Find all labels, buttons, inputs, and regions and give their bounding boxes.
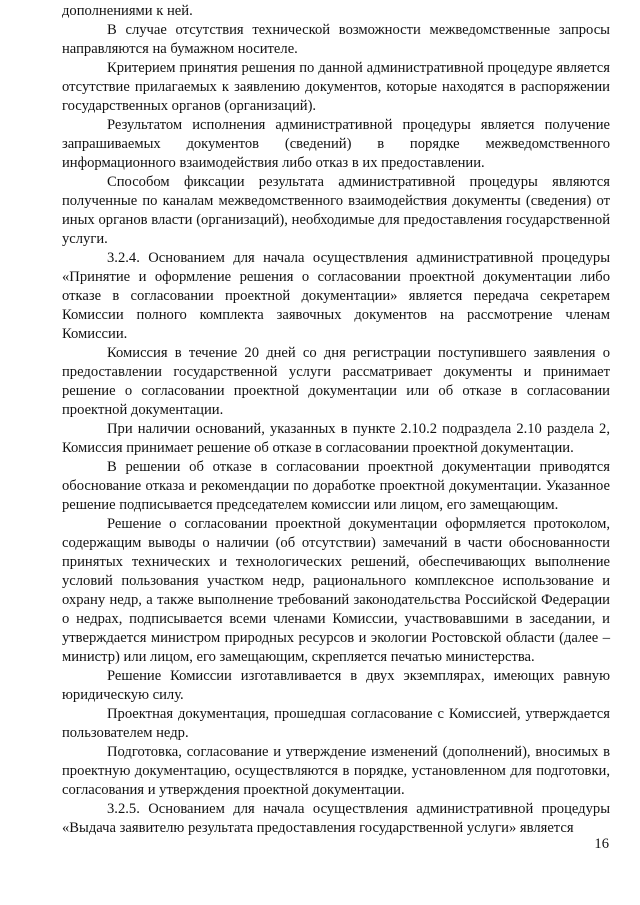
- paragraph-approval-protocol: Решение о согласовании проектной документации оформляется протоколом, содержащим выводы о наличии (об отсутствии) замечаний в части обоснованности принятых технических и технологических решений, обеспечивающих выполнение условий пользования участком недр, рационального комплексное использование и охрану недр, а также выполнение требований законодательства Российской Федерации о недрах, подписывается всеми членами Комиссии, участвовавшими в заседании, и утверждается министром природных ресурсов и экологии Ростовской области (далее – министр) или лицом, его замещающим, скрепляется печатью министерства.: [62, 516, 610, 665]
- document-page: [62, 2, 610, 838]
- paragraph-result-fixation: Способом фиксации результата административной процедуры являются полученные по каналам межведомственного взаимодействия документы (сведения) от иных органов власти (организаций), необходимые для предоставления государственной услуги.: [62, 174, 610, 247]
- paragraph-continuation: дополнениями к ней.: [62, 3, 193, 19]
- paragraph-procedure-result: Результатом исполнения административной процедуры является получение запрашиваемых документов (сведений) в порядке межведомственного информационного взаимодействия либо отказ в их предоставлении.: [62, 117, 610, 171]
- paragraph-commission-review: Комиссия в течение 20 дней со дня регистрации поступившего заявления о предоставлении государственной услуги рассматривает документы и принимает решение о согласовании проектной документации или об отказе в согласовании проектной документации.: [62, 345, 610, 418]
- paragraph-user-approval: Проектная документация, прошедшая согласование с Комиссией, утверждается пользователем недр.: [62, 706, 610, 741]
- paragraph-refusal-grounds: При наличии оснований, указанных в пункте 2.10.2 подраздела 2.10 раздела 2, Комиссия принимает решение об отказе в согласовании проектной документации.: [62, 421, 610, 456]
- paragraph-refusal-decision: В решении об отказе в согласовании проектной документации приводятся обоснование отказа и рекомендации по доработке проектной документации. Указанное решение подписывается председателем комиссии или лицом, его замещающим.: [62, 459, 610, 513]
- paragraph-section-3-2-5: 3.2.5. Основанием для начала осуществления административной процедуры «Выдача заявителю результата предоставления государственной услуги» является: [62, 801, 610, 836]
- paragraph-section-3-2-4: 3.2.4. Основанием для начала осуществления административной процедуры «Принятие и оформление решения о согласовании проектной документации либо отказе в согласовании проектной документации» является передача секретарем Комиссии полного комплекта заявочных документов на рассмотрение членам Комиссии.: [62, 250, 610, 342]
- paragraph-interagency-paper: В случае отсутствия технической возможности межведомственные запросы направляются на бумажном носителе.: [62, 22, 610, 57]
- paragraph-decision-criterion: Критерием принятия решения по данной административной процедуре является отсутствие прилагаемых к заявлению документов, которые находятся в распоряжении государственных органов (организаций).: [62, 60, 610, 114]
- paragraph-amendments: Подготовка, согласование и утверждение изменений (дополнений), вносимых в проектную документацию, осуществляются в порядке, установленном для подготовки, согласования и утверждения проектной документации.: [62, 744, 610, 798]
- paragraph-two-copies: Решение Комиссии изготавливается в двух экземплярах, имеющих равную юридическую силу.: [62, 668, 610, 703]
- page-number: 16: [594, 836, 609, 852]
